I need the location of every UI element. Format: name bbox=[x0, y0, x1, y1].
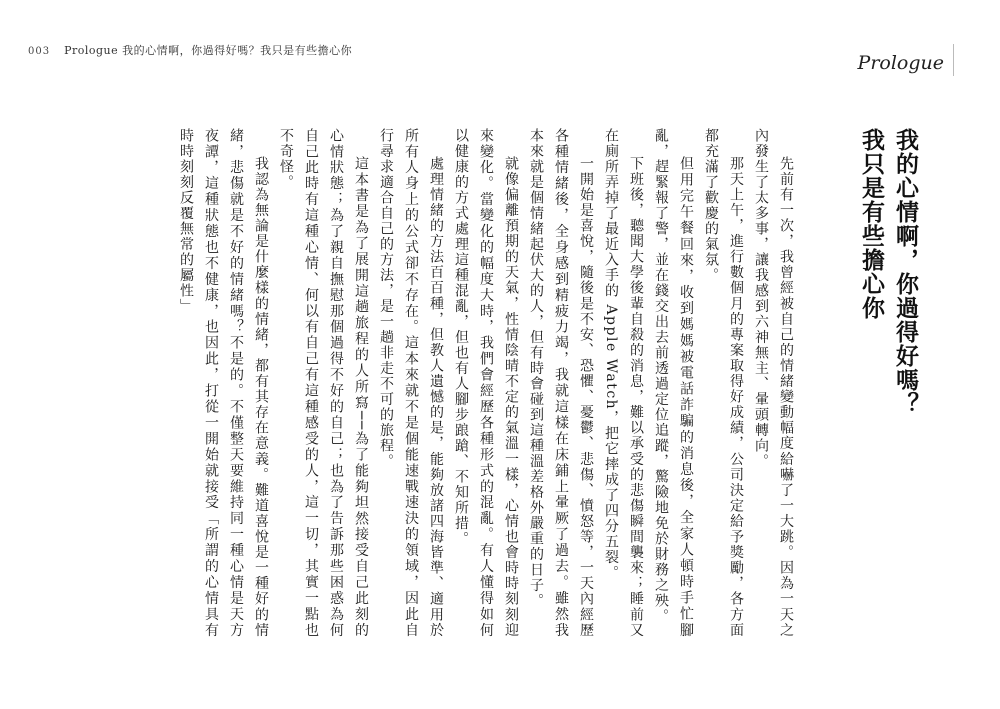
running-title: Prologue 我的心情啊，你過得好嗎？我只是有些擔心你 bbox=[64, 44, 353, 57]
chapter-title: 我的心情啊，你過得好嗎？ 我只是有些擔心你 bbox=[858, 128, 919, 416]
paragraph: 一開始是喜悅，隨後是不安、恐懼、憂鬱、悲傷、憤怒等，一天內經歷各種情緒後，全身感到精疲力竭，我就這樣在床鋪上暈厥了過去。雖然我本來就是個情緒起伏大的人，但有時會碰到這種溫差格外嚴重的日子。 bbox=[528, 128, 594, 638]
body-text bbox=[78, 128, 798, 638]
paragraph: 下班後，聽聞大學後輩自殺的消息，難以承受的悲傷瞬間襲來；睡前又在廁所弄掉了最近入手的 Apple Watch，把它摔成了四分五裂。 bbox=[603, 128, 644, 638]
paragraph: 就像偏離預期的天氣，性情陰晴不定的氣溫一樣，心情也會時時刻刻迎來變化。當變化的幅度大時，我們會經歷各種形式的混亂。有人懂得如何以健康的方式處理這種混亂，但也有人腳步踉蹌、不知所措。 bbox=[453, 128, 519, 638]
running-head bbox=[28, 42, 352, 58]
paragraph: 先前有一次，我曾經被自己的情緒變動幅度給嚇了一大跳。因為一天之內發生了太多事，讓我感到六神無主、暈頭轉向。 bbox=[753, 128, 794, 638]
paragraph: 處理情緒的方法百百種，但教人遺憾的是，能夠放諸四海皆準、適用於所有人身上的公式卻不存在。這本來就不是個能速戰速決的領域，因此自行尋求適合自己的方法，是一趟非走不可的旅程。 bbox=[378, 128, 444, 638]
paragraph: 但用完午餐回來，收到媽媽被電話詐騙的消息後，全家人頓時手忙腳亂，趕緊報了警，並在錢交出去前透過定位追蹤，驚險地免於財務之殃。 bbox=[653, 128, 694, 638]
section-label: Prologue bbox=[857, 52, 944, 74]
page-number: 003 bbox=[28, 46, 51, 57]
paragraph: 這本書是為了展開這趟旅程的人所寫──為了能夠坦然接受自己此刻的心情狀態；為了親自撫慰那個過得不好的自己；也為了告訴那些困惑為何自己此時有這種心情、何以有自己有這種感受的人，這一切，其實一點也不奇怪。 bbox=[278, 128, 369, 638]
paragraph: 那天上午，進行數個月的專案取得好成績，公司決定給予獎勵，各方面都充滿了歡慶的氣氛。 bbox=[703, 128, 744, 638]
paragraph: 我認為無論是什麼樣的情緒，都有其存在意義。難道喜悅是一種好的情緒，悲傷就是不好的情緒嗎？不是的。不僅整天要維持同一種心情是天方夜譚，這種狀態也不健康，也因此，打從一開始就接受「所謂的心情具有時時刻刻反覆無常的屬性」 bbox=[178, 128, 269, 638]
page-edge-rule bbox=[953, 44, 954, 76]
